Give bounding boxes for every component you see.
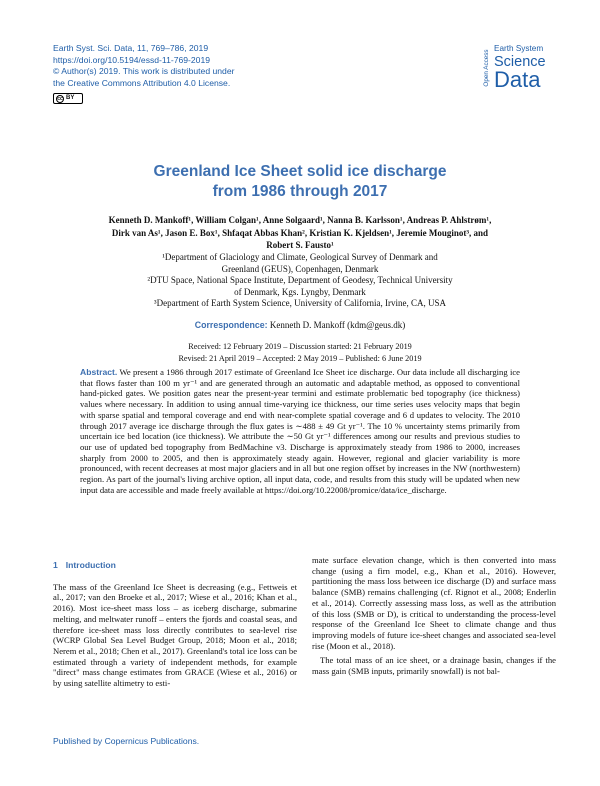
cc-icon: cc — [57, 95, 63, 102]
paragraph: mate surface elevation change, which is then converted into mass change (using a firn model, e.g., Khan et al., 2016). However, partitioning the mass loss between ice discharge (D) and surface mass balance (SMB) remains challenging (cf. Rignot et al., 2008; Enderlin et al., 2014). Correctly assessing mass loss, as well as the attribution of this loss (SMB or D), is critical to understanding the process-level response of the Greenland Ice Sheet to climate change and thus improving models of future ice-sheet changes and associated sea-level rise (Moon et al., 2018). — [312, 555, 556, 651]
affiliation-2-line-2: of Denmark, Kgs. Lyngby, Denmark — [234, 286, 366, 297]
affiliations — [90, 252, 510, 310]
affiliation-2-line-1: ²DTU Space, National Space Institute, Department of Geodesy, Technical University — [147, 275, 453, 286]
dates-line-2: Revised: 21 April 2019 – Accepted: 2 May 2019 – Published: 6 June 2019 — [178, 353, 422, 363]
affiliation-1-line-1: ¹Department of Glaciology and Climate, Geological Survey of Denmark and — [162, 252, 438, 262]
section-title: Introduction — [65, 560, 116, 570]
correspondence-label: Correspondence: — [194, 320, 268, 330]
paragraph: The mass of the Greenland Ice Sheet is decreasing (e.g., Fettweis et al., 2017; van den Broeke et al., 2017; Wiese et al., 2016; Khan et al., 2016). Most ice-sheet mass loss – as iceberg discharge, submarine melting, and meltwater runoff – enters the fjords and coastal seas, and therefore ice-sheet mass loss directly contributes to sea-level rise (WCRP Global Sea Level Budget Group, 2018; Moon et al., 2018; Nerem et al., 2018; Chen et al., 2017). Greenland's total ice loss can be estimated through a variety of independent methods, for example "direct" mass change estimates from GRACE (Wiese et al., 2016) or by using satellite altimetry to esti- — [53, 581, 298, 689]
authors-line-3: Robert S. Fausto¹ — [266, 240, 334, 250]
affiliation-3: ³Department of Earth System Science, University of California, Irvine, CA, USA — [153, 298, 447, 309]
journal-logo — [482, 42, 562, 94]
title-line-2: from 1986 through 2017 — [212, 182, 388, 200]
abstract-label: Abstract. — [80, 367, 118, 377]
section-heading — [53, 560, 297, 571]
abstract — [80, 367, 520, 495]
affiliation-1-line-2: Greenland (GEUS), Copenhagen, Denmark — [221, 263, 379, 274]
paper-title — [60, 162, 540, 201]
correspondence — [90, 320, 510, 330]
cc-badge-text: BY — [66, 95, 75, 102]
title-line-1: Greenland Ice Sheet solid ice discharge — [153, 163, 447, 180]
citation-line: Earth Syst. Sci. Data, 11, 769–786, 2019 — [53, 43, 209, 53]
logo-data: Data — [494, 67, 541, 92]
article-header — [53, 43, 353, 104]
section-number: 1 — [53, 560, 58, 570]
authors-line-1: Kenneth D. Mankoff¹, William Colgan¹, Anne Solgaard¹, Nanna B. Karlsson¹, Andreas P. Ahlstrøm¹, — [108, 215, 492, 225]
doi-link[interactable]: https://doi.org/10.5194/essd-11-769-2019 — [53, 54, 211, 65]
license-link[interactable]: the Creative Commons Attribution 4.0 License. — [53, 77, 231, 88]
correspondence-value[interactable]: Kenneth D. Mankoff (kdm@geus.dk) — [269, 320, 406, 330]
logo-earth-system: Earth System — [494, 44, 544, 53]
authors-line-2: Dirk van As¹, Jason E. Box¹, Shfaqat Abbas Khan², Kristian K. Kjeldsen¹, Jeremie Mouginot³, and — [111, 227, 489, 238]
left-column — [53, 560, 297, 689]
open-access-label: Open Access — [483, 49, 490, 87]
logo-science: Science — [494, 54, 546, 70]
cc-license-badge[interactable] — [53, 93, 83, 104]
dates-line-1: Received: 12 February 2019 – Discussion started: 21 February 2019 — [188, 342, 412, 351]
copyright-line: © Author(s) 2019. This work is distributed under — [53, 66, 235, 77]
publisher-footer: Published by Copernicus Publications. — [53, 736, 200, 746]
author-list — [70, 214, 530, 252]
submission-dates — [90, 341, 510, 364]
abstract-text: We present a 1986 through 2017 estimate of Greenland Ice Sheet ice discharge. Our data include all discharging ice that flows faster than 100 m yr⁻¹ and are generated through an automatic and adaptable method, as opposed to conventional hand-picked gates. We position gates near the present-year termini and estimate problematic bed topography (ice thickness) values where necessary. In addition to using annual time-varying ice thickness, our time series uses velocity maps that begin with sparse spatial and temporal coverage and end with near-complete spatial coverage and 6 d updates to velocity. The 2010 through 2017 average ice discharge through the flux gates is ∼488 ± 49 Gt yr⁻¹. The 10 % uncertainty stems primarily from uncertain ice bed location (ice thickness). We attribute the ∼50 Gt yr⁻¹ differences among our results and previous studies to our use of updated bed topography from BedMachine v3. Discharge is approximately steady from 1986 to 2000, increases sharply from 2000 to 2005, and then is approximately steady again. However, regional and glacier variability is more pronounced, with recent decreases at most major glaciers and in all but one region offset by increases in the NW (northwestern) region. As part of the journal's living archive option, all input data, code, and results from this study will be updated when new input data are accessible and made freely available at https://doi.org/10.22008/promice/data/ice_discharge. — [80, 367, 520, 495]
right-column — [312, 555, 556, 677]
paragraph: The total mass of an ice sheet, or a drainage basin, changes if the mass gain (SMB inputs, primarily snowfall) is not bal- — [312, 655, 556, 677]
